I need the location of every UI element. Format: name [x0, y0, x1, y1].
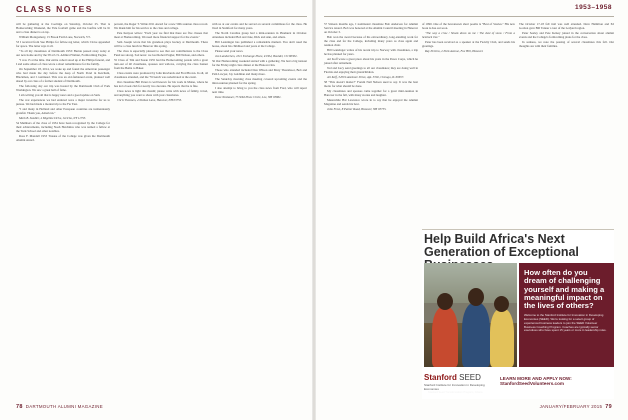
ad-callout-body: Welcome to the Stanford Institute for Innovation in Developing Economies (SEED). We're looking for a select group of experienced business leaders to join the SEED Volunteer Business Coaching Program. Coaches are typically senior executives who have spent 15 years or more in leadership roles.: [524, 313, 607, 333]
paragraph: Ross F. Mandell 1953 Trustee of the College was given the Dartmouth Alumni Award.: [16, 134, 110, 143]
paragraph: John Frost, 8 Parker Road, Hanover, NH 03755.: [327, 107, 387, 112]
footer-right: [540, 404, 612, 410]
paragraph: 57 Sixteen months ago, I nominated classmate Bob Anderson for Alumni Service Award. Bob was honored at the Alumni Council meeting in Hanover on October 3.: [324, 22, 418, 35]
person-head: [494, 296, 509, 312]
person-figure: [462, 303, 490, 367]
paragraph: Our classmate Bill Peters is well known for his work in Maine, where he has led a book club for nearly two decades. He reports that he is fine.: [114, 80, 208, 89]
paragraph: will be gathering at the Coolidge on Saturday, October 25. That is Homecoming Weekend, the Yale football game and the bonfire will be lit and a class dinner is on tap.: [16, 22, 110, 35]
paragraph: percent, the Roger T. Wilde 2011 Award for a new 50th reunion class record. We thank him for his service to the class and college.: [114, 22, 208, 31]
paragraph: Art Koff, 3450 Lakeshore Drive, Apt. 3302, Chicago, IL 60657.: [327, 75, 405, 80]
paragraph: 54 Members of the class of 1954 have been recognized by the College for their achievements, including Noah Hotchkiss who was named a fellow at the Tuck School and other notables.: [16, 121, 110, 134]
paragraph: William Montgomery, 15 Brook Farm Lane, Norwich, VT.: [19, 35, 91, 40]
ad-apply-link[interactable]: LEARN MORE AND APPLY NOW: StanfordSeedVolunteers.com: [500, 376, 572, 386]
header-rule-left: [16, 16, 307, 17]
column-5: [422, 22, 515, 224]
paragraph: Dave Neubauer, 75 Wild Pines Circle, Lee, NH 03861.: [215, 95, 282, 100]
column-2: [114, 22, 208, 394]
paragraph: "I was 15 at the time. Our entire cohort stood up at the Philips funeral, and I and some others of class wrote a short remembrance for the family.: [16, 58, 110, 67]
paragraph: 58 "This doesn't matter!" Forum Neil Nelson used to say. It was the best motto for what should be done.: [324, 80, 418, 89]
paragraph: Meanwhile Hal Lawrence wrote in to say that he enjoyed the Alumni Magazine and sends his best.: [324, 98, 418, 107]
paragraph: with us at our events and he served on several committees for the class. He lived in Stamford for many years.: [212, 22, 307, 31]
paragraph: The class is especially pleased to see that our contributions to the Class Fund are strong. Sad news: we lost Robert Engler, Bill Nelson, and others.: [114, 49, 208, 58]
paragraph: Chris Thomsen, 4 Nathan Lane, Hanover, NH 03755.: [117, 98, 182, 103]
paragraph: Sam Joseph wrote that his grandson plays hockey at Dartmouth. There will be a class lunch in Hanover this spring.: [114, 40, 208, 49]
section-title: CLASS NOTES: [16, 4, 93, 14]
paragraph: "To all my classmates of Dartmouth 1953: Bernie passed away today at our new home and by the 58 at U.S. Admiral Walnut, Forthcoming Eagles.: [16, 49, 110, 58]
paragraph: 53 I received from Sue Philips for fellow-tag letter, which I have appended for space. The letter says it all.: [16, 40, 110, 49]
ad-callout-heading: How often do you dream of challenging yourself and making a meaningful impact on the lives of others?: [524, 268, 605, 311]
issue-date: JANUARY/FEBRUARY 2015: [539, 404, 603, 409]
paragraph: Please send your news.: [215, 49, 244, 54]
paragraph: The North Carolina group had a mini-reunion in Pinehurst in October. Attendees included Bob and Jane, Dick and Ann, and others.: [212, 31, 307, 40]
header-rule-right: [324, 16, 614, 17]
stanford-seed-advertisement[interactable]: [422, 229, 614, 399]
paragraph: Bill Leutzinger writes of his recent trip to Norway with classmates, a trip he has planned for years.: [324, 48, 418, 57]
paragraph: My classmates and spouses came together for a great mini-reunion in Hanover in the fall, with many stories and laughter.: [324, 89, 418, 98]
stanford-seed-logo: Stanford SEED: [424, 373, 481, 382]
paragraph: 55 Class of Tim and Susan 1955 had the Homecoming parade with a great turn-out of 40 classmates, spouses and widows, carrying the class banner from the Bema to Baker.: [114, 58, 208, 71]
paragraph: of 1990. One of the best-known short poems is "Best of Stories." His new book is due out soon.: [422, 22, 515, 31]
paragraph: The October 17-18 fall trail was well attended. Dave Hamilton and Ed Gordon gave Bill Tanner a tour of the Ledyard region.: [519, 22, 614, 31]
paragraph: Mark B. Sandler, 4 Edgeline Drive, Jericho, NY 11753.: [19, 116, 87, 121]
paragraph: Peter Seeley and Pete Kelsey joined in the conversation about alumni events and the College's forthcoming plans for the class.: [519, 31, 614, 40]
paragraph: "I and many in Holland and other European countries are tremendously grateful. Thank you, American.": [16, 107, 110, 116]
paragraph: Peter has been received as a speaker at the Faculty Club, and sends his greetings.: [422, 40, 515, 49]
column-6: [519, 22, 614, 224]
page-number-right: 79: [605, 404, 612, 410]
photo-caption: Stanford Seed Transformation Program, Ghana: [428, 391, 483, 394]
paragraph: I also attempt to bring to you the class news from Fred, who will report next time.: [212, 86, 307, 95]
paragraph: Jan Lambertsen, 1011 Exchange Place, #1304, Boulder, CO 80302.: [215, 54, 298, 59]
poem-excerpt: "The way a crow / Shook down on me / The dust of snow / From a hemlock tree.": [422, 31, 515, 40]
person-figure: [490, 309, 514, 367]
page-gutter: [312, 0, 316, 420]
paragraph: Pete Kenyon writes: "Each year we find that there are five classes that meet at Homecoming. We need more financial support for the events.": [114, 31, 208, 40]
person-head: [468, 288, 484, 306]
column-1: [16, 22, 110, 394]
logo-subtitle: Stanford Institute for Innovation in Developing Economies: [424, 383, 485, 391]
ad-callout-box: [519, 263, 614, 367]
paragraph: The following day our trip was hosted by the Dartmouth Club of Park Washington. We saw a great hall of fame.: [16, 84, 110, 93]
page-number-left: 78: [16, 404, 23, 410]
ad-headline: Help Build Africa's Next Generation of Exceptional: [424, 232, 579, 259]
paragraph: Art Koff wrote a great piece about his years in the Peace Corps, which he joined after retirement.: [324, 57, 418, 66]
paragraph: Those who attended included Don Wilson and Mary Thorsmoor, Bob and Pam Lawyer, Jay Goldman and many more.: [212, 68, 307, 77]
class-years-range: 1953–1958: [574, 4, 612, 11]
ad-footer: [424, 371, 614, 393]
paragraph: On September 18, 2014, we woke up and found the American passenger who had made the day before the deep of North Pond in Ketchum, Blackman, and I continued. This was an old-fashioned event, planned well ahead by our class of a former student of Dartmouth.: [16, 67, 110, 84]
paragraph: Ray Pereira, 2 Park Avenue, Fox Hill, Hanover.: [425, 49, 484, 54]
person-figure: [432, 307, 458, 367]
paragraph: The war experiences we had endured were a major incentive for us to pursue. We had made a modest trip to the Far East.: [16, 98, 110, 107]
footer-left: [16, 404, 103, 410]
magazine-name: DARTMOUTH ALUMNI MAGAZINE: [25, 404, 103, 409]
paragraph: Bill Leutzinger has published a remarkable memoir. You don't need the house, about his childhood and years at the College.: [212, 40, 307, 49]
paragraph: Ted and Lucy send greetings to all our classmates; they are doing well in Florida and enjoying their grandchildren.: [324, 66, 418, 75]
column-3: [212, 22, 307, 394]
paragraph: Class news is light this month; please write with news of family, travel, and anything you want to share with your classmates.: [114, 89, 208, 98]
person-head: [437, 293, 453, 310]
paragraph: I am writing you all that is happy news and a good update on Sam.: [19, 93, 101, 98]
paragraph: Bob won the award because of his extraordinary, long-standing work for the class and for the College, including many years as class agent and reunion chair.: [324, 35, 418, 48]
paragraph: In sadness, we note the passing of several classmates this fall. Our thoughts are with their families.: [519, 40, 614, 49]
column-4: [324, 22, 418, 394]
paragraph: The Saturday morning class meeting covered upcoming events and the mini-reunion planned for the spring.: [212, 77, 307, 86]
paragraph: Class events were promoted by John Rowlands and Fred Brown. In all, 42 classmates attended, and the '55 bench was rededicated at the event.: [114, 71, 208, 80]
paragraph: 56 Our Homecoming weekend started with a gathering. We had a big turnout for the Friday night class dinner at the Hanover Inn.: [212, 59, 307, 68]
